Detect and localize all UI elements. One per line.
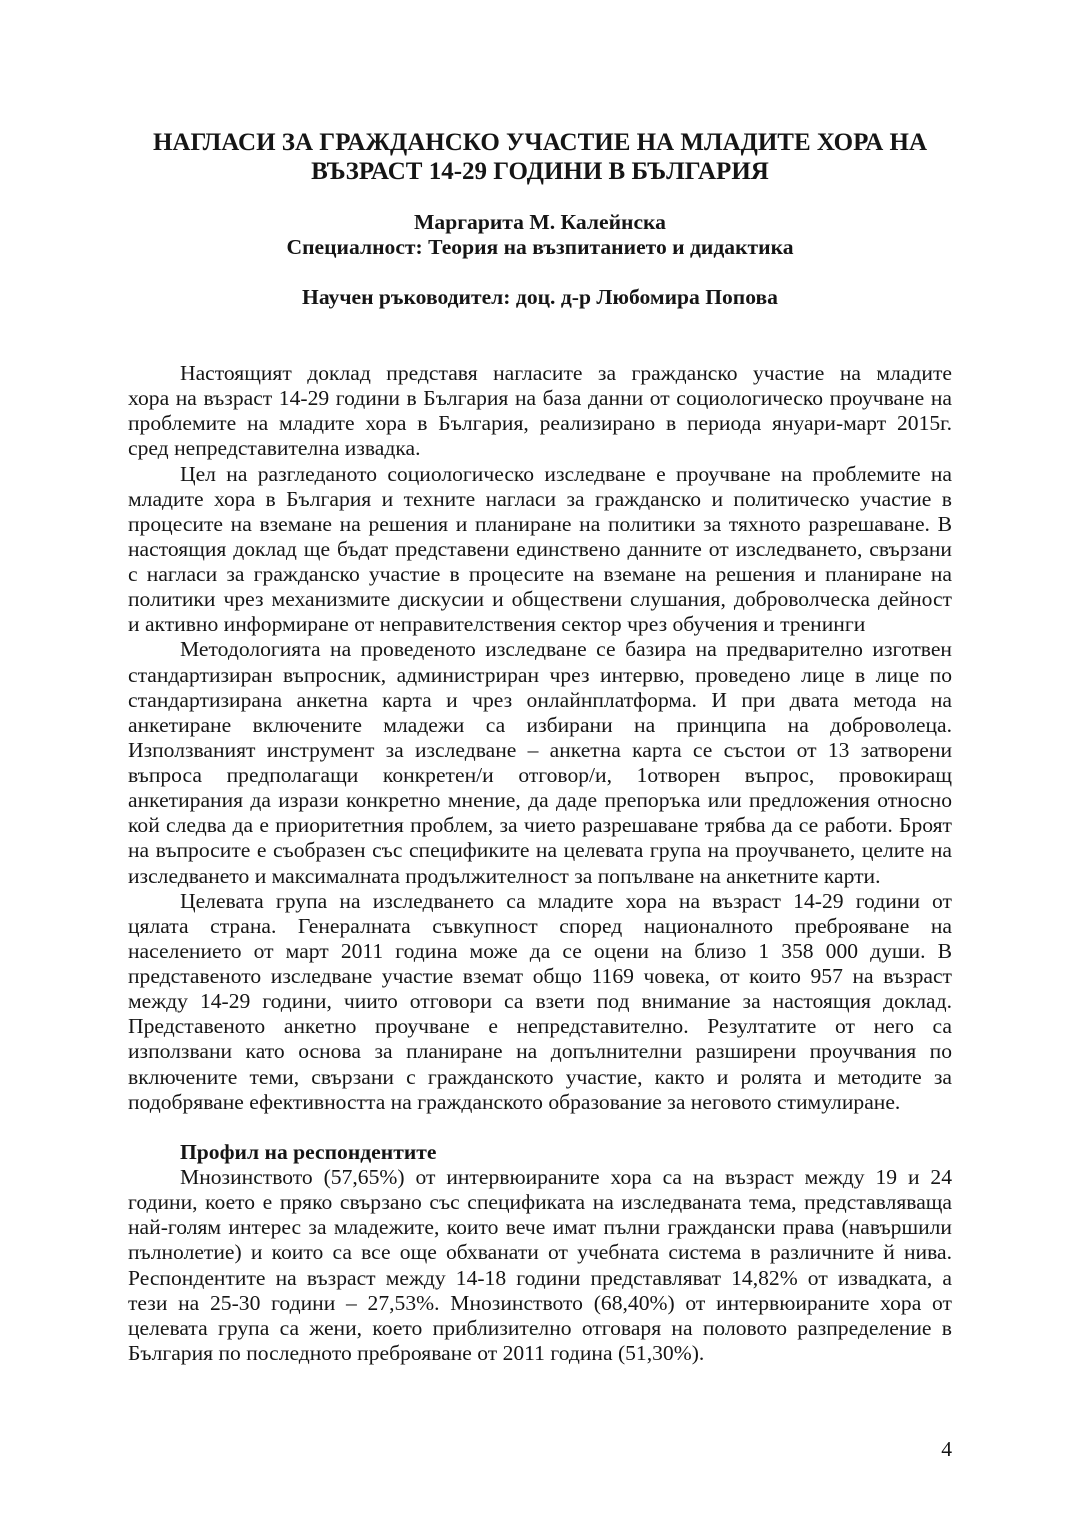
paragraph-line: проблемите на младите хора в България, реализирано в периода януари-март 2015г.	[128, 411, 952, 436]
author-info	[128, 210, 952, 260]
paragraph-line: Мнозинството (57,65%) от интервюираните хора са на възраст между 19 и 24	[180, 1165, 952, 1189]
paragraph-line: включените теми, свързани с гражданското участие, както и ролята и методите за	[128, 1064, 952, 1089]
paragraph-line: настоящия доклад ще бъдат представени единствено данните от изследването, свързани	[128, 536, 952, 561]
article-body	[128, 361, 952, 1366]
paragraph-line: процесите на вземане на решения и планиране на политики за тяхното разрешаване. В	[128, 511, 952, 536]
paragraph-line: анкетиране включените младежи са избирани на принципа на доброволеца.	[128, 712, 952, 737]
paragraph-line: използвани като основа за планиране на допълнителни разширени проучвания по	[128, 1039, 952, 1064]
paragraph-line: Представеното анкетно проучване е непредставително. Резултатите от него са	[128, 1014, 952, 1039]
paragraph-line: Респондентите на възраст между 14-18 години представляват 14,82% от извадката, а	[128, 1265, 952, 1290]
paper-title	[128, 128, 952, 186]
specialty-line: Специалност: Теория на възпитанието и дидактика	[286, 235, 794, 260]
paragraph-3	[128, 637, 952, 888]
paragraph-line: Методологията на проведеното изследване се базира на предварително изготвен	[180, 637, 952, 662]
paragraph-line: с нагласи за гражданско участие в процесите на вземане на решения и планиране на	[128, 562, 952, 586]
paragraph-line: политики чрез механизмите дискусии и обществени слушания, доброволческа дейност	[128, 587, 952, 612]
supervisor-line: Научен ръководител: доц. д-р Любомира Попова	[302, 285, 778, 309]
paragraph-line: тези на 25-30 години – 27,53%. Мнозинството (68,40%) от интервюираните хора от	[128, 1290, 952, 1315]
paragraph-line: подобряване ефективността на гражданското образование за неговото стимулиране.	[128, 1089, 901, 1114]
paragraph-line: стандартизиран въпросник, администриран чрез интервю, проведено лице в лице по	[128, 662, 952, 687]
paragraph-line: цялата страна. Генералната съвкупност според националното преброяване на	[128, 913, 952, 938]
page-number: 4	[941, 1437, 952, 1461]
paragraph-1	[128, 361, 952, 462]
paragraph-line: Настоящият доклад представя нагласите за гражданско участие на младите	[180, 361, 952, 385]
paragraph-line: целевата група са жени, което приблизително отговаря на половото разпределение в	[128, 1315, 952, 1340]
paragraph-line: населението от март 2011 година може да се оцени на близо 1 358 000 души. В	[128, 938, 952, 963]
paragraph-line: въпроса предполагащи конкретен/и отговор/и, 1отворен въпрос, провокиращ	[128, 763, 952, 787]
paragraph-line: Използваният инструмент за изследване – анкетна карта се състои от 13 затворени	[128, 737, 952, 762]
paragraph-line: анкетирания да изрази конкретно мнение, да даде препоръка или предложения относно	[128, 788, 952, 813]
paragraph-line: години, което е пряко свързано със спецификата на изследваната тема, представляваща	[128, 1190, 952, 1215]
paragraph-line: стандартизирана анкетна карта и чрез онлайнплатформа. И при двата метода на	[128, 687, 952, 712]
paragraph-line: на въпросите е съобразен със спецификите на целевата група на проучването, целите на	[128, 838, 952, 863]
paragraph-4	[128, 889, 952, 1115]
paragraph-line: най-голям интерес за младежите, които вече имат пълни граждански права (навършили	[128, 1215, 952, 1240]
paragraph-line: младите хора в България и техните нагласи за гражданско и политическо участие в	[128, 486, 952, 511]
paragraph-2	[128, 462, 952, 638]
paragraph-line: сред непредставителна извадка.	[128, 436, 421, 461]
paragraph-line: Целевата група на изследването са младите хора на възраст 14-29 години от	[180, 888, 952, 913]
paragraph-line: изследването и максималната продължителност за попълване на анкетните карти.	[128, 863, 881, 888]
section-heading: Профил на респондентите	[180, 1139, 437, 1164]
paper-title-line-2: ВЪЗРАСТ 14-29 ГОДИНИ В БЪЛГАРИЯ	[311, 158, 769, 185]
paragraph-line: пълнолетие) и които са все още обхванати от учебната система в различните й нива.	[128, 1240, 952, 1265]
paragraph-line: и активно информиране от неправителствения сектор чрез обучения и тренинги	[128, 612, 866, 637]
paragraph-line: представеното изследване участие вземат общо 1169 човека, от които 957 на възраст	[128, 964, 952, 988]
paragraph-line: хора на възраст 14-29 години в България на база данни от социологическо проучване на	[128, 386, 952, 411]
paragraph-5	[128, 1165, 952, 1366]
paper-title-line-1: НАГЛАСИ ЗА ГРАЖДАНСКО УЧАСТИЕ НА МЛАДИТЕ ХОРА НА	[152, 129, 927, 156]
paragraph-line: кой следва да е приоритетния проблем, за чието разрешаване трябва да се работи. Броят	[128, 813, 952, 838]
paragraph-line: България по последното преброяване от 2011 година (51,30%).	[128, 1340, 705, 1365]
paragraph-line: Цел на разгледаното социологическо изследване е проучване на проблемите на	[180, 461, 952, 486]
author-name: Маргарита М. Калейнска	[414, 210, 666, 234]
paragraph-line: между 14-29 години, чиито отговори са взети под внимание за настоящия доклад.	[128, 989, 952, 1014]
